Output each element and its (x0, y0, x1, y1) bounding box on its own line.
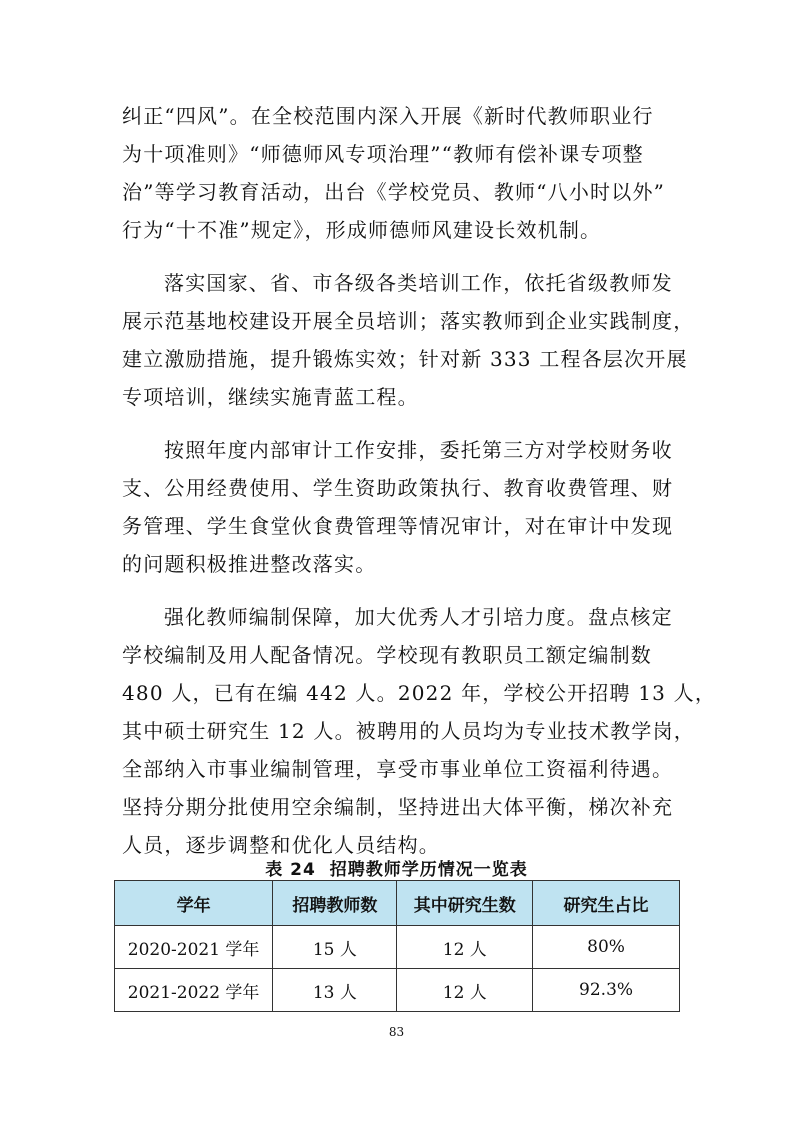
text-line: 纠正“四风”。在全校范围内深入开展《新时代教师职业行 (122, 104, 654, 128)
text-line: 全部纳入市事业编制管理，享受市事业单位工资福利待遇。 (122, 757, 674, 781)
table-cell: 12 人 (397, 926, 533, 969)
table-cell: 13 人 (273, 969, 397, 1012)
table-cell: 92.3% (533, 969, 680, 1012)
paragraph-teacher-ethics (122, 97, 682, 249)
header-cell-postgraduate-ratio: 研究生占比 (533, 881, 680, 926)
table-caption-number: 表 24 (265, 860, 316, 880)
text-line: 支、公用经费使用、学生资助政策执行、教育收费管理、财 (122, 476, 674, 500)
text-line: 专项培训，继续实施青蓝工程。 (122, 385, 419, 409)
text-line: 480 人，已有在编 442 人。2022 年，学校公开招聘 13 人， (122, 681, 717, 705)
text-line: 行为“十不准”规定》，形成师德师风建设长效机制。 (122, 218, 602, 242)
table-caption (0, 855, 793, 880)
header-cell-postgraduates: 其中研究生数 (397, 881, 533, 926)
text-line: 为十项准则》“师德师风专项治理”“教师有偿补课专项整 (122, 142, 644, 166)
text-line: 落实国家、省、市各级各类培训工作，依托省级教师发 (164, 271, 673, 295)
table-cell: 15 人 (273, 926, 397, 969)
text-line: 坚持分期分批使用空余编制，坚持进出大体平衡，梯次补充 (122, 795, 674, 819)
text-line: 强化教师编制保障，加大优秀人才引培力度。盘点核定 (164, 605, 673, 629)
text-line: 治”等学习教育活动，出台《学校党员、教师“八小时以外” (122, 180, 666, 204)
table-row (115, 926, 680, 969)
recruitment-table (114, 880, 680, 1012)
table-cell: 2021-2022 学年 (115, 969, 273, 1012)
text-line: 的问题积极推进整改落实。 (122, 552, 377, 576)
table-cell: 12 人 (397, 969, 533, 1012)
paragraph-staffing (122, 598, 717, 864)
text-line: 其中硕士研究生 12 人。被聘用的人员均为专业技术教学岗， (122, 719, 695, 743)
paragraph-training (122, 264, 695, 416)
text-line: 按照年度内部审计工作安排，委托第三方对学校财务收 (164, 438, 673, 462)
paragraph-audit (122, 431, 682, 583)
header-cell-academic-year: 学年 (115, 881, 273, 926)
text-line: 建立激励措施，提升锻炼实效；针对新 333 工程各层次开展 (122, 347, 688, 371)
text-line: 务管理、学生食堂伙食费管理等情况审计，对在审计中发现 (122, 514, 674, 538)
table-row (115, 969, 680, 1012)
header-cell-recruited-teachers: 招聘教师数 (273, 881, 397, 926)
table-cell: 80% (533, 926, 680, 969)
table-header-row (115, 881, 680, 926)
text-line: 展示范基地校建设开展全员培训；落实教师到企业实践制度， (122, 309, 695, 333)
table-caption-title: 招聘教师学历情况一览表 (329, 860, 528, 880)
page-number: 83 (388, 1025, 405, 1039)
table-cell: 2020-2021 学年 (115, 926, 273, 969)
text-line: 人员，逐步调整和优化人员结构。 (122, 833, 440, 857)
text-line: 学校编制及用人配备情况。学校现有教职员工额定编制数 (122, 643, 652, 667)
